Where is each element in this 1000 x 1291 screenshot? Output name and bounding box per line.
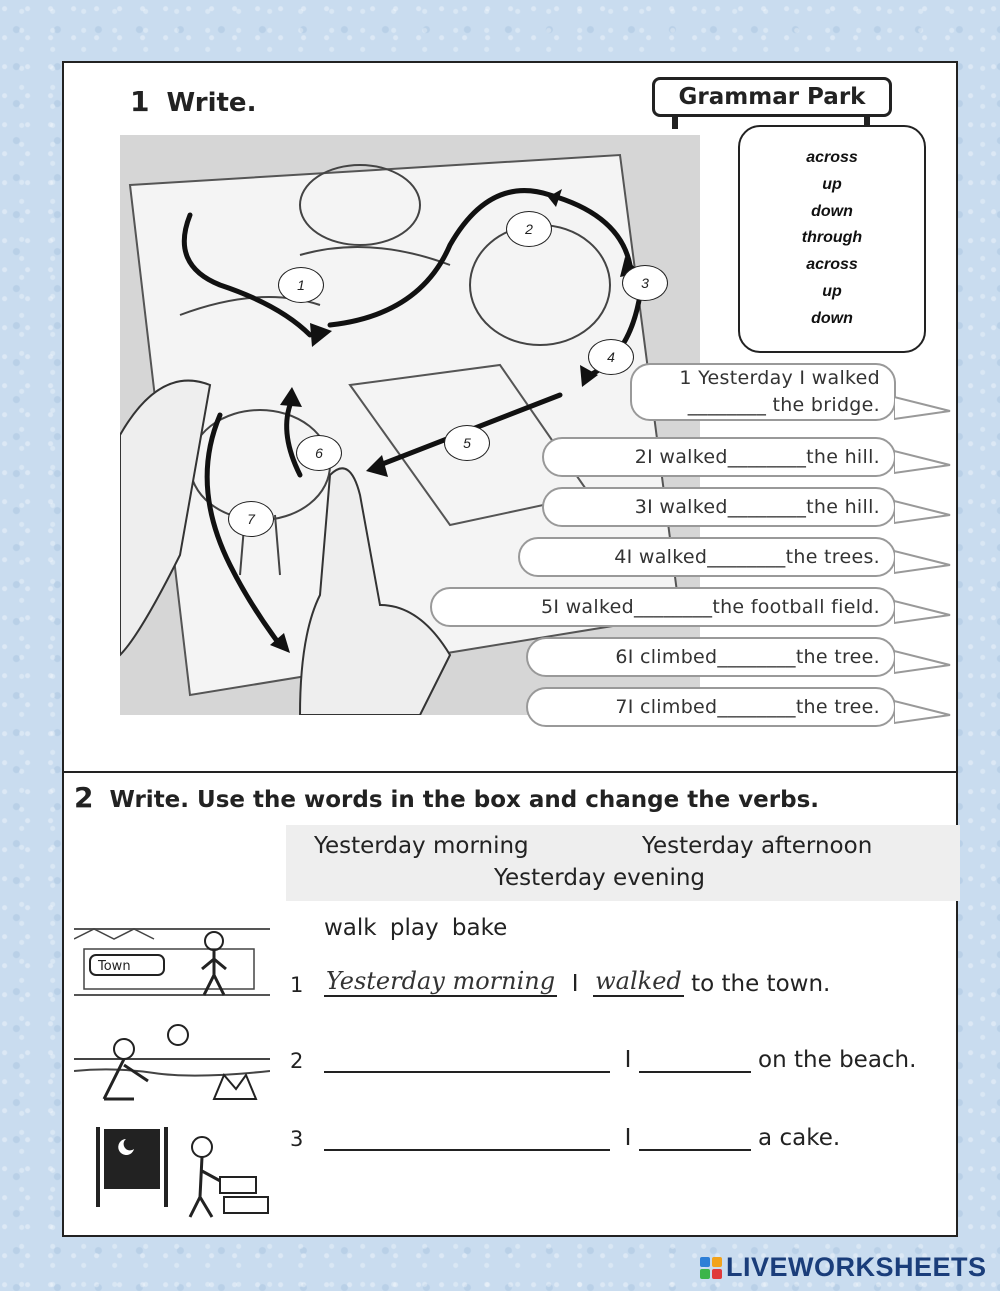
sentence-text: the football field. bbox=[712, 596, 880, 618]
sentence-bubble-7 bbox=[526, 687, 896, 727]
answer-blank[interactable]: ________ bbox=[687, 394, 767, 416]
item-pronoun: I bbox=[624, 1047, 632, 1073]
sentence-number: 6 bbox=[615, 646, 628, 668]
exercise-2-item-1 bbox=[290, 967, 830, 997]
answer-verb-filled[interactable]: walked bbox=[595, 967, 682, 995]
map-marker-3: 3 bbox=[622, 265, 668, 301]
bubble-tail bbox=[894, 697, 954, 727]
exercise-1-number: 1 bbox=[130, 85, 150, 118]
liveworksheets-logo[interactable] bbox=[700, 1252, 987, 1283]
sentence-number: 2 bbox=[634, 446, 648, 468]
sentence-bubble-4 bbox=[518, 537, 896, 577]
word-bank-item[interactable]: across bbox=[806, 256, 858, 274]
sentence-text: the tree. bbox=[795, 646, 880, 668]
beach-play-picture bbox=[74, 1019, 270, 1111]
sign-post-left bbox=[672, 117, 678, 129]
exercise-2-title: Write. Use the words in the box and change the verbs. bbox=[109, 787, 820, 813]
sentence-text: the bridge. bbox=[772, 394, 880, 416]
time-phrase-box bbox=[286, 825, 960, 901]
sentence-text: Yesterday I walked bbox=[698, 367, 880, 389]
sentence-text: I climbed bbox=[627, 696, 718, 718]
sentence-bubble-6 bbox=[526, 637, 896, 677]
sentence-text: I walked bbox=[647, 496, 728, 518]
word-bank-item[interactable]: through bbox=[801, 229, 863, 247]
sentence-bubble-1 bbox=[630, 363, 896, 421]
answer-blank[interactable]: ________ bbox=[727, 446, 807, 468]
sentence-text: the hill. bbox=[806, 446, 880, 468]
exercise-2-item-2 bbox=[290, 1047, 916, 1073]
item-pronoun: I bbox=[624, 1125, 632, 1151]
word-bank-item[interactable]: down bbox=[811, 202, 853, 220]
map-marker-6: 6 bbox=[296, 435, 342, 471]
map-marker-7: 7 bbox=[228, 501, 274, 537]
sentence-text: the trees. bbox=[785, 546, 880, 568]
bubble-tail bbox=[894, 547, 954, 577]
sentence-text: I walked bbox=[626, 546, 708, 568]
sentence-text: I walked bbox=[647, 446, 728, 468]
answer-time-blank[interactable] bbox=[324, 1049, 610, 1073]
map-marker-4: 4 bbox=[588, 339, 634, 375]
word-bank bbox=[738, 125, 926, 353]
answer-verb-blank[interactable] bbox=[639, 1049, 751, 1073]
sentence-text: the tree. bbox=[795, 696, 880, 718]
answer-time-blank[interactable] bbox=[324, 1127, 610, 1151]
item-number: 1 bbox=[290, 973, 304, 997]
item-number: 3 bbox=[290, 1127, 304, 1151]
answer-verb-blank[interactable] bbox=[639, 1127, 751, 1151]
sentence-text: I walked bbox=[553, 596, 634, 618]
item-ending: to the town. bbox=[691, 971, 831, 997]
exercise-2-heading bbox=[74, 781, 819, 814]
map-marker-5: 5 bbox=[444, 425, 490, 461]
map-drawing bbox=[120, 135, 700, 715]
item-ending: a cake. bbox=[758, 1125, 841, 1151]
word-bank-item[interactable]: down bbox=[811, 309, 853, 327]
worksheet bbox=[62, 61, 958, 1237]
map-marker-2: 2 bbox=[506, 211, 552, 247]
grammar-park-sign: Grammar Park bbox=[652, 77, 892, 117]
answer-time-filled[interactable]: Yesterday morning bbox=[326, 967, 556, 995]
map-marker-1: 1 bbox=[278, 267, 324, 303]
time-phrase: Yesterday evening bbox=[494, 865, 706, 891]
answer-blank[interactable]: ________ bbox=[717, 646, 796, 668]
sentence-bubble-2 bbox=[542, 437, 896, 477]
sentence-bubble-3 bbox=[542, 487, 896, 527]
brand-name: LIVEWORKSHEETS bbox=[726, 1252, 987, 1282]
sentence-bubble-5 bbox=[430, 587, 896, 627]
sentence-number: 1 bbox=[679, 367, 692, 389]
exercise-1-heading bbox=[130, 85, 256, 118]
bubble-tail bbox=[894, 647, 954, 677]
bubble-tail bbox=[894, 597, 954, 627]
sentence-number: 4 bbox=[614, 546, 627, 568]
verb-list: walk play bake bbox=[324, 915, 508, 941]
bubble-tail bbox=[894, 497, 954, 527]
item-number: 2 bbox=[290, 1049, 304, 1073]
answer-blank[interactable]: ________ bbox=[633, 596, 713, 618]
sentence-text: I climbed bbox=[627, 646, 718, 668]
time-phrase: Yesterday morning bbox=[314, 833, 529, 859]
park-map-illustration bbox=[120, 135, 700, 715]
exercise-2-number: 2 bbox=[74, 781, 94, 814]
word-bank-item[interactable]: up bbox=[822, 282, 842, 300]
sentence-number: 3 bbox=[634, 496, 648, 518]
word-bank-item[interactable]: across bbox=[806, 149, 858, 166]
item-ending: on the beach. bbox=[758, 1047, 917, 1073]
sentence-text: the hill. bbox=[806, 496, 880, 518]
bubble-tail bbox=[894, 393, 954, 423]
answer-blank[interactable]: ________ bbox=[707, 546, 786, 568]
town-sign-label: Town bbox=[98, 959, 131, 974]
time-phrase: Yesterday afternoon bbox=[642, 833, 873, 859]
sentence-number: 5 bbox=[540, 596, 554, 618]
sentence-number: 7 bbox=[615, 696, 628, 718]
town-walk-picture bbox=[74, 909, 270, 1003]
item-pronoun: I bbox=[571, 971, 579, 997]
section-divider bbox=[64, 771, 956, 773]
bubble-tail bbox=[894, 447, 954, 477]
word-bank-item[interactable]: up bbox=[822, 175, 842, 193]
baking-cake-picture bbox=[74, 1127, 270, 1219]
exercise-1-title: Write. bbox=[166, 88, 257, 118]
exercise-2-item-3 bbox=[290, 1125, 840, 1151]
answer-blank[interactable]: ________ bbox=[717, 696, 796, 718]
liveworksheets-logo-icon bbox=[700, 1257, 722, 1279]
answer-blank[interactable]: ________ bbox=[727, 496, 807, 518]
